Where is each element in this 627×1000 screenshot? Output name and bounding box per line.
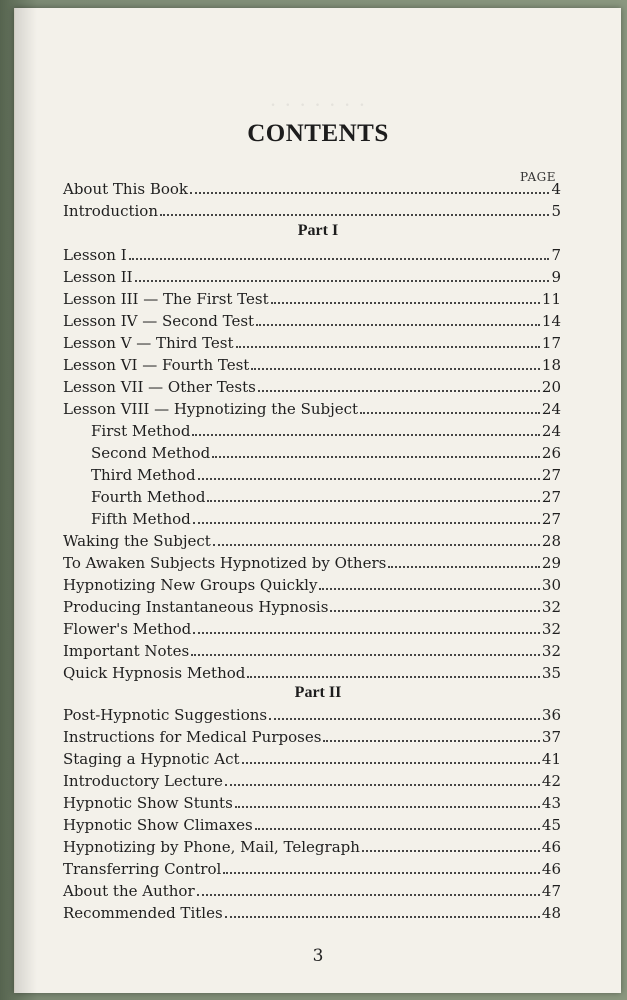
toc-entry-label: About the Author bbox=[63, 882, 195, 900]
dot-leader bbox=[129, 257, 549, 260]
toc-subentry[interactable] bbox=[91, 488, 561, 506]
toc-entry-label: Post-Hypnotic Suggestions bbox=[63, 706, 268, 724]
toc-entry-page: 27 bbox=[541, 488, 561, 506]
toc-entry-page: 43 bbox=[541, 794, 561, 812]
toc-entry-label: Flower's Method bbox=[63, 620, 192, 638]
toc-entry-label: Introduction bbox=[63, 202, 158, 220]
part-heading: Part I bbox=[297, 222, 339, 239]
toc-entry-page: 36 bbox=[541, 706, 561, 724]
toc-entry-page: 4 bbox=[551, 180, 561, 198]
show-through-text: · · · · · · · bbox=[269, 92, 367, 117]
toc-entry[interactable] bbox=[63, 860, 561, 878]
dot-leader bbox=[223, 871, 540, 874]
toc-entry-page: 41 bbox=[541, 750, 561, 768]
book-page bbox=[14, 8, 621, 993]
toc-entry-page: 5 bbox=[551, 202, 561, 220]
toc-entry[interactable] bbox=[63, 706, 561, 724]
toc-entry-page: 26 bbox=[541, 444, 561, 462]
toc-entry-label: Transferring Control bbox=[63, 860, 222, 878]
toc-entry-page: 29 bbox=[541, 554, 561, 572]
toc-subentry[interactable] bbox=[91, 444, 561, 462]
dot-leader bbox=[207, 499, 539, 502]
toc-entry-page: 32 bbox=[541, 620, 561, 638]
dot-leader bbox=[235, 805, 540, 808]
toc-entry-page: 27 bbox=[541, 466, 561, 484]
toc-entry-label: Fourth Method bbox=[91, 488, 206, 506]
toc-entry-label: Lesson V — Third Test bbox=[63, 334, 234, 352]
toc-entry[interactable] bbox=[63, 838, 561, 856]
toc-entry-label: Hypnotizing by Phone, Mail, Telegraph bbox=[63, 838, 360, 856]
toc-entry-page: 24 bbox=[541, 422, 561, 440]
dot-leader bbox=[247, 675, 540, 678]
dot-leader bbox=[269, 717, 540, 720]
toc-entry-page: 35 bbox=[541, 664, 561, 682]
dot-leader bbox=[192, 433, 539, 436]
toc-entry-page: 32 bbox=[541, 598, 561, 616]
dot-leader bbox=[236, 345, 540, 348]
toc-entry-page: 28 bbox=[541, 532, 561, 550]
dot-leader bbox=[135, 279, 549, 282]
toc-entry[interactable] bbox=[63, 268, 561, 286]
toc-entry-page: 45 bbox=[541, 816, 561, 834]
dot-leader bbox=[213, 543, 540, 546]
toc-entry-label: Lesson VII — Other Tests bbox=[63, 378, 256, 396]
toc-subentry[interactable] bbox=[91, 422, 561, 440]
toc-subentry[interactable] bbox=[91, 510, 561, 528]
table-of-contents bbox=[15, 8, 621, 993]
toc-entry[interactable] bbox=[63, 882, 561, 900]
toc-entry-label: Quick Hypnosis Method bbox=[63, 664, 246, 682]
toc-entry-label: Hypnotic Show Climaxes bbox=[63, 816, 253, 834]
dot-leader bbox=[256, 323, 540, 326]
toc-entry-page: 30 bbox=[541, 576, 561, 594]
toc-entry[interactable] bbox=[63, 334, 561, 352]
dot-leader bbox=[197, 893, 540, 896]
dot-leader bbox=[225, 915, 540, 918]
dot-leader bbox=[242, 761, 540, 764]
toc-entry[interactable] bbox=[63, 728, 561, 746]
toc-entry-label: Second Method bbox=[91, 444, 211, 462]
toc-entry-page: 27 bbox=[541, 510, 561, 528]
toc-entry[interactable] bbox=[63, 378, 561, 396]
toc-entry-page: 9 bbox=[551, 268, 561, 286]
toc-entry-label: Lesson VI — Fourth Test bbox=[63, 356, 250, 374]
toc-entry-page: 37 bbox=[541, 728, 561, 746]
toc-entry[interactable] bbox=[63, 356, 561, 374]
toc-subentry[interactable] bbox=[91, 466, 561, 484]
toc-entry-label: Hypnotizing New Groups Quickly bbox=[63, 576, 318, 594]
toc-entry[interactable] bbox=[63, 750, 561, 768]
dot-leader bbox=[362, 849, 540, 852]
toc-entry-label: Waking the Subject bbox=[63, 532, 211, 550]
toc-entry-label: Introductory Lecture bbox=[63, 772, 223, 790]
dot-leader bbox=[388, 565, 540, 568]
toc-entry[interactable] bbox=[63, 598, 561, 616]
toc-entry[interactable] bbox=[63, 620, 561, 638]
page-column-label: PAGE bbox=[520, 170, 556, 184]
dot-leader bbox=[193, 521, 540, 524]
toc-entry-label: First Method bbox=[91, 422, 191, 440]
toc-entry-page: 18 bbox=[541, 356, 561, 374]
toc-entry[interactable] bbox=[63, 816, 561, 834]
toc-entry-page: 24 bbox=[541, 400, 561, 418]
toc-entry[interactable] bbox=[63, 664, 561, 682]
dot-leader bbox=[360, 411, 540, 414]
dot-leader bbox=[160, 213, 549, 216]
toc-entry-page: 11 bbox=[541, 290, 561, 308]
toc-entry-label: Lesson I bbox=[63, 246, 127, 264]
part-heading: Part II bbox=[294, 684, 342, 701]
page-number: 3 bbox=[312, 946, 324, 966]
toc-entry-label: Fifth Method bbox=[91, 510, 191, 528]
toc-entry-label: About This Book bbox=[63, 180, 189, 198]
toc-entry[interactable] bbox=[63, 202, 561, 220]
toc-entry[interactable] bbox=[63, 400, 561, 418]
toc-entry-label: Hypnotic Show Stunts bbox=[63, 794, 233, 812]
toc-entry-label: Lesson VIII — Hypnotizing the Subject bbox=[63, 400, 359, 418]
dot-leader bbox=[225, 783, 540, 786]
toc-entry[interactable] bbox=[63, 772, 561, 790]
toc-entry[interactable] bbox=[63, 290, 561, 308]
toc-entry-page: 46 bbox=[541, 860, 561, 878]
toc-entry-page: 20 bbox=[541, 378, 561, 396]
page-title: CONTENTS bbox=[247, 120, 389, 147]
dot-leader bbox=[255, 827, 540, 830]
toc-entry-label: Producing Instantaneous Hypnosis bbox=[63, 598, 329, 616]
toc-entry-page: 46 bbox=[541, 838, 561, 856]
toc-entry[interactable] bbox=[63, 532, 561, 550]
toc-entry-label: Instructions for Medical Purposes bbox=[63, 728, 322, 746]
dot-leader bbox=[323, 739, 539, 742]
dot-leader bbox=[258, 389, 540, 392]
toc-entry[interactable] bbox=[63, 246, 561, 264]
dot-leader bbox=[271, 301, 540, 304]
dot-leader bbox=[191, 653, 540, 656]
dot-leader bbox=[319, 587, 539, 590]
toc-entry[interactable] bbox=[63, 642, 561, 660]
toc-entry[interactable] bbox=[63, 576, 561, 594]
toc-entry-label: Recommended Titles bbox=[63, 904, 223, 922]
toc-entry-label: Lesson IV — Second Test bbox=[63, 312, 255, 330]
dot-leader bbox=[190, 191, 549, 194]
toc-entry-label: Lesson III — The First Test bbox=[63, 290, 269, 308]
dot-leader bbox=[198, 477, 540, 480]
toc-entry-page: 14 bbox=[541, 312, 561, 330]
toc-entry-label: To Awaken Subjects Hypnotized by Others bbox=[63, 554, 387, 572]
toc-entry-page: 47 bbox=[541, 882, 561, 900]
toc-entry-label: Third Method bbox=[91, 466, 196, 484]
toc-entry[interactable] bbox=[63, 554, 561, 572]
toc-entry[interactable] bbox=[63, 180, 561, 198]
dot-leader bbox=[251, 367, 540, 370]
toc-entry-page: 7 bbox=[551, 246, 561, 264]
toc-entry-label: Lesson II bbox=[63, 268, 133, 286]
toc-entry-label: Important Notes bbox=[63, 642, 190, 660]
toc-entry-page: 48 bbox=[541, 904, 561, 922]
toc-entry[interactable] bbox=[63, 794, 561, 812]
toc-entry-page: 42 bbox=[541, 772, 561, 790]
dot-leader bbox=[330, 609, 539, 612]
toc-entry-label: Staging a Hypnotic Act bbox=[63, 750, 240, 768]
toc-entry-page: 17 bbox=[541, 334, 561, 352]
toc-entry-page: 32 bbox=[541, 642, 561, 660]
toc-entry[interactable] bbox=[63, 312, 561, 330]
toc-entry[interactable] bbox=[63, 904, 561, 922]
dot-leader bbox=[212, 455, 540, 458]
dot-leader bbox=[193, 631, 540, 634]
